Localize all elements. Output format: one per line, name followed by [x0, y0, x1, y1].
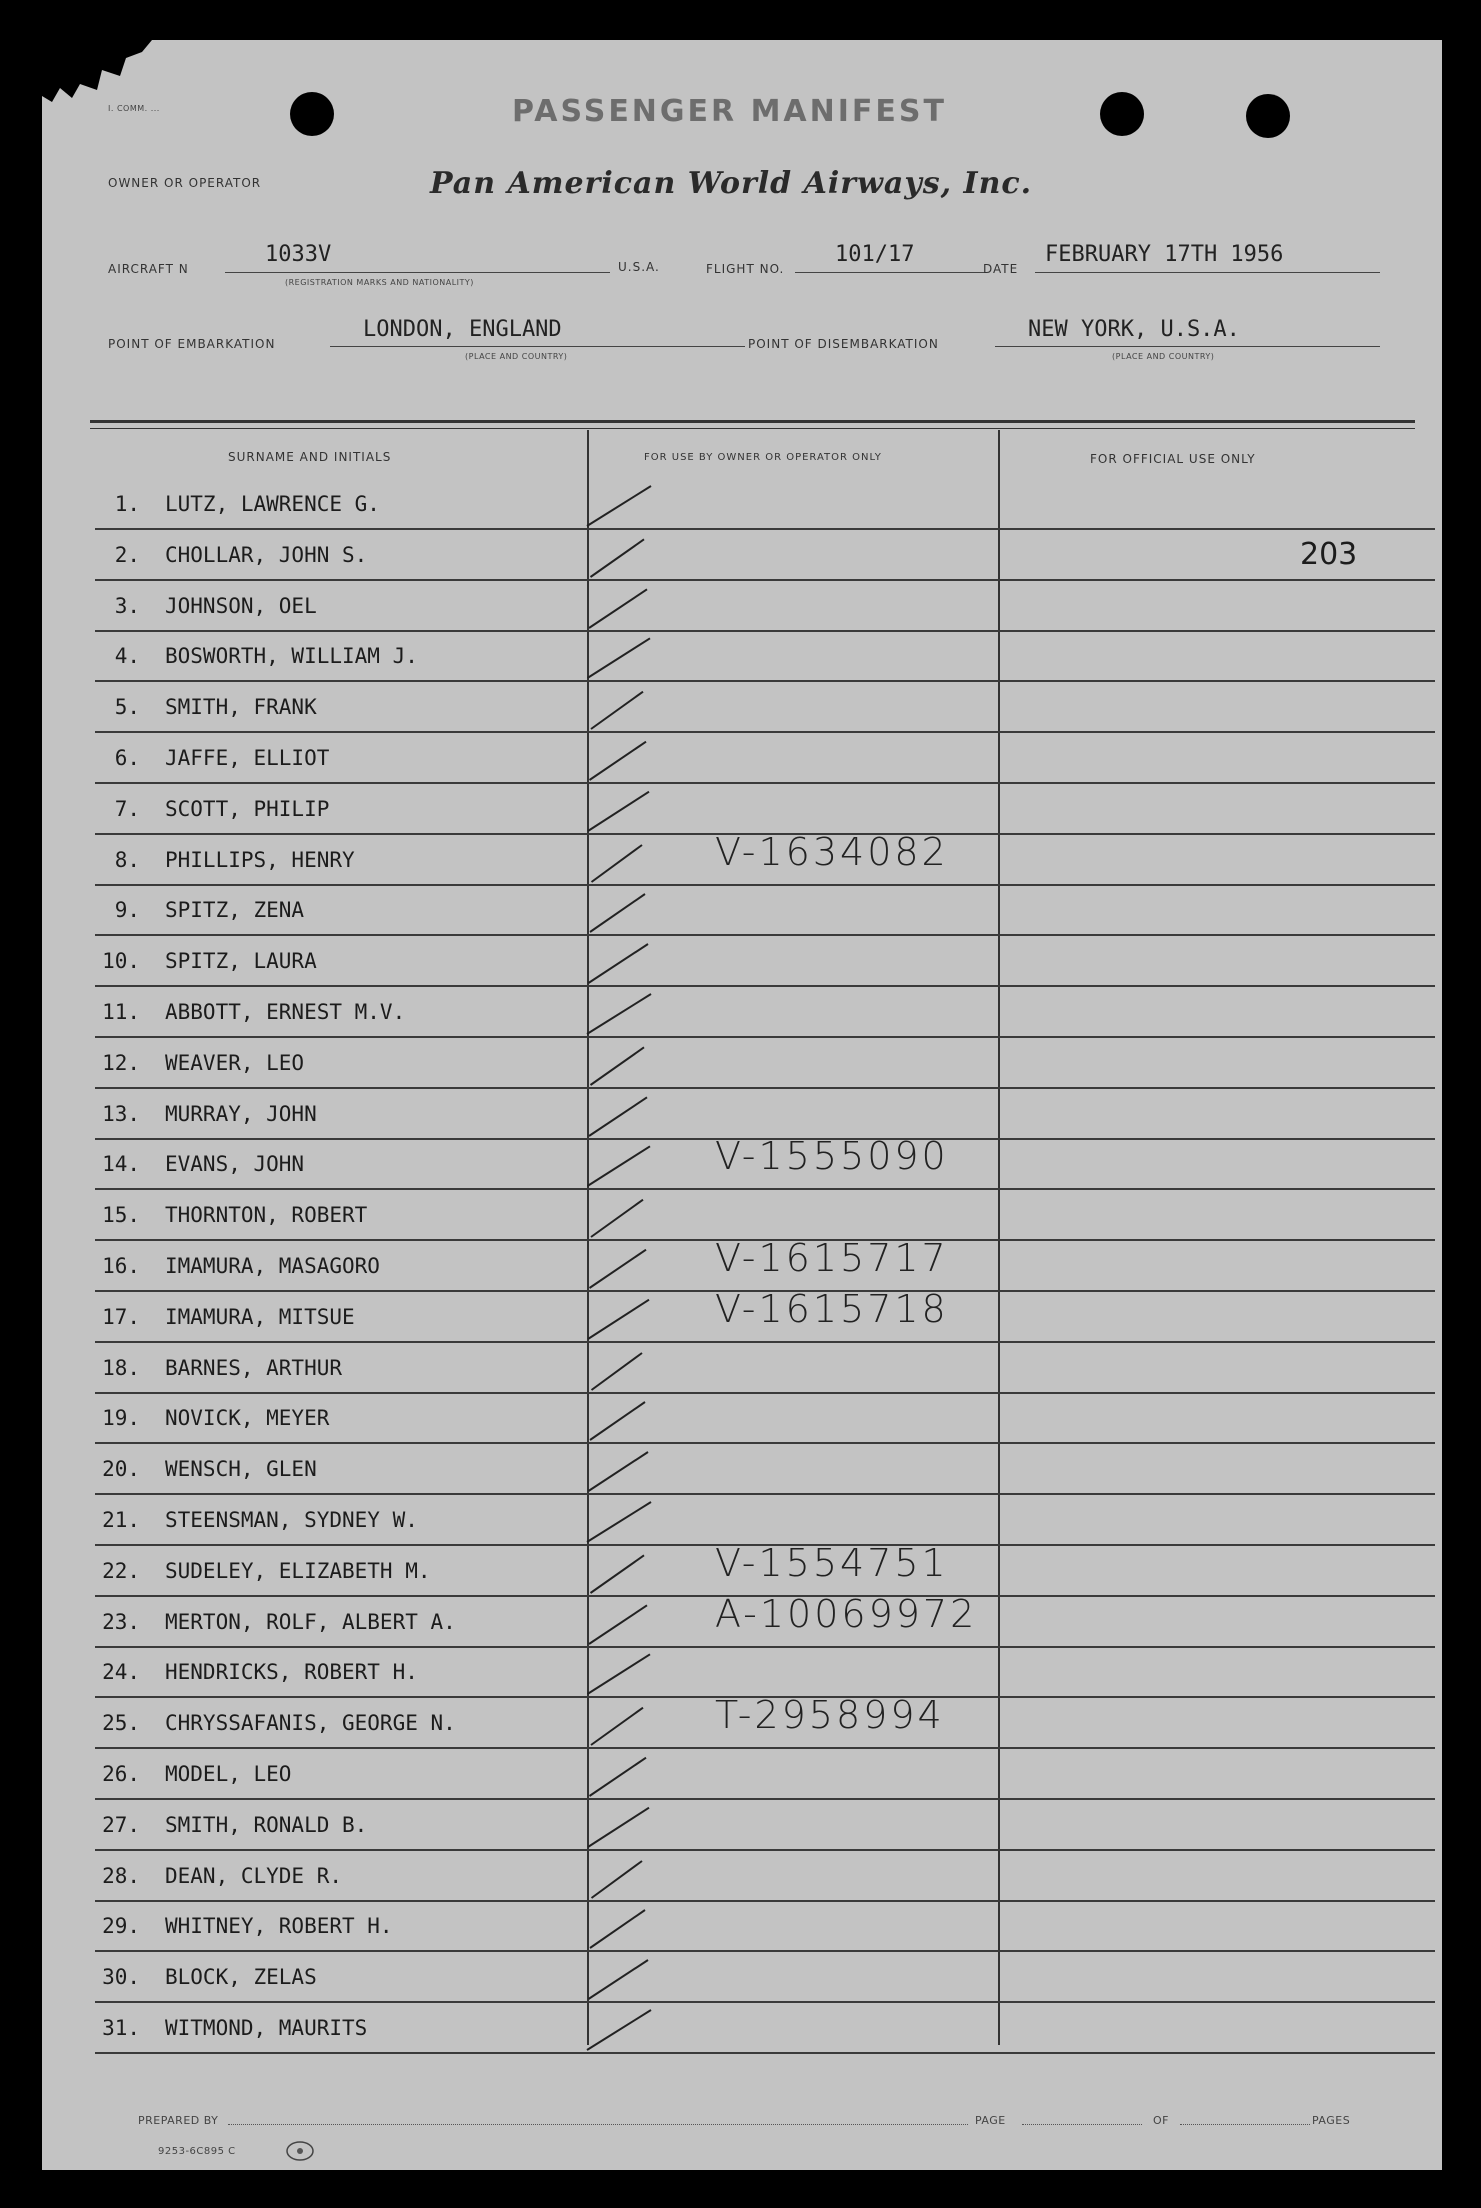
passenger-row — [95, 1648, 1435, 1698]
passenger-name: WENSCH, GLEN — [165, 1457, 317, 1482]
passenger-number: 24. — [102, 1660, 140, 1685]
visa-number: V-1634082 — [715, 829, 949, 874]
row-rule — [95, 1900, 1435, 1902]
usa-label: U.S.A. — [618, 260, 660, 274]
passenger-row — [95, 1090, 1435, 1140]
passenger-name: WITMOND, MAURITS — [165, 2016, 368, 2040]
passenger-name: SPITZ, LAURA — [165, 949, 317, 974]
embark-value: LONDON, ENGLAND — [363, 317, 562, 342]
passenger-row — [95, 1953, 1435, 2003]
passenger-number: 30. — [102, 1965, 140, 1990]
column-header-owner-use: FOR USE BY OWNER OR OPERATOR ONLY — [644, 452, 882, 463]
passenger-number: 12. — [102, 1050, 140, 1075]
passenger-row — [95, 2004, 1435, 2054]
passenger-number: 26. — [102, 1762, 140, 1786]
row-rule — [95, 1392, 1435, 1394]
row-rule — [95, 680, 1435, 682]
row-rule — [95, 1493, 1435, 1495]
passenger-number: 3. — [114, 593, 140, 618]
passenger-number: 31. — [102, 2016, 140, 2040]
visa-number: T-2958994 — [715, 1693, 945, 1738]
check-mark-icon — [585, 1996, 665, 2056]
disembark-value: NEW YORK, U.S.A. — [1028, 317, 1240, 342]
passenger-number: 9. — [114, 898, 140, 923]
punch-hole-left — [290, 92, 334, 136]
prepared-by-label: PREPARED BY — [138, 2114, 219, 2127]
passenger-row — [95, 531, 1435, 581]
passenger-number: 29. — [102, 1914, 140, 1939]
passenger-row — [95, 1801, 1435, 1851]
passenger-name: IMAMURA, MASAGORO — [165, 1254, 380, 1278]
passenger-number: 23. — [102, 1609, 140, 1634]
passenger-number: 18. — [102, 1355, 140, 1380]
passenger-name: JAFFE, ELLIOT — [165, 746, 330, 770]
row-rule — [95, 2001, 1435, 2003]
passenger-row — [95, 1693, 1435, 1749]
passenger-number: 25. — [102, 1711, 140, 1736]
passenger-row — [95, 1191, 1435, 1241]
passenger-row — [95, 1039, 1435, 1089]
passenger-row — [95, 1852, 1435, 1902]
column-header-official-use: FOR OFFICIAL USE ONLY — [1090, 452, 1256, 466]
passenger-row — [95, 886, 1435, 936]
passenger-row — [95, 1591, 1435, 1648]
union-bug-icon — [285, 2140, 315, 2162]
row-rule — [95, 1188, 1435, 1190]
page-title: PASSENGER MANIFEST — [512, 94, 947, 129]
visa-number: V-1615717 — [715, 1236, 949, 1280]
passenger-row — [95, 1496, 1435, 1546]
passenger-name: CHOLLAR, JOHN S. — [165, 542, 368, 567]
row-rule — [95, 731, 1435, 733]
passenger-name: WEAVER, LEO — [165, 1050, 305, 1075]
passenger-name: WHITNEY, ROBERT H. — [165, 1914, 393, 1939]
passenger-row — [95, 1750, 1435, 1800]
flight-label: FLIGHT NO. — [706, 262, 785, 276]
passenger-name: SCOTT, PHILIP — [165, 796, 330, 821]
row-rule — [95, 528, 1435, 530]
passenger-row — [95, 785, 1435, 835]
passenger-name: SMITH, RONALD B. — [165, 1812, 368, 1837]
passenger-number: 22. — [102, 1558, 140, 1583]
passenger-row — [95, 1394, 1435, 1444]
passenger-name: ABBOTT, ERNEST M.V. — [165, 1000, 406, 1024]
passenger-name: NOVICK, MEYER — [165, 1406, 330, 1431]
passenger-number: 14. — [102, 1152, 140, 1177]
row-rule — [95, 1341, 1435, 1343]
visa-number: V-1555090 — [715, 1134, 949, 1179]
passenger-row — [95, 1236, 1435, 1292]
flight-value: 101/17 — [835, 242, 915, 267]
passenger-row — [95, 480, 1435, 530]
punch-hole-right — [1246, 94, 1290, 138]
passenger-number: 16. — [102, 1254, 140, 1278]
passenger-name: BARNES, ARTHUR — [165, 1355, 343, 1380]
embark-label: POINT OF EMBARKATION — [108, 337, 276, 351]
passenger-name: SPITZ, ZENA — [165, 898, 305, 923]
passenger-name: DEAN, CLYDE R. — [165, 1863, 343, 1888]
row-rule — [95, 934, 1435, 936]
official-use-value: 203 — [1300, 536, 1358, 572]
of-label: OF — [1153, 2114, 1169, 2127]
row-rule — [95, 2052, 1435, 2054]
passenger-name: EVANS, JOHN — [165, 1152, 305, 1177]
row-rule — [95, 985, 1435, 987]
form-code: I. COMM. ... — [108, 104, 160, 113]
aircraft-label: AIRCRAFT N — [108, 262, 189, 276]
form-number: 9253-6C895 C — [158, 2146, 236, 2157]
passenger-name: STEENSMAN, SYDNEY W. — [165, 1508, 418, 1532]
embark-sublabel: (PLACE AND COUNTRY) — [465, 352, 568, 361]
passenger-name: CHRYSSAFANIS, GEORGE N. — [165, 1711, 456, 1736]
passenger-name: MODEL, LEO — [165, 1762, 292, 1786]
passenger-name: HENDRICKS, ROBERT H. — [165, 1660, 418, 1685]
passenger-name: SMITH, FRANK — [165, 695, 317, 720]
passenger-number: 13. — [102, 1101, 140, 1126]
passenger-row — [95, 683, 1435, 733]
passenger-number: 7. — [114, 796, 140, 821]
passenger-row — [95, 1344, 1435, 1394]
aircraft-sublabel: (REGISTRATION MARKS AND NATIONALITY) — [285, 278, 474, 287]
owner-label: OWNER OR OPERATOR — [108, 176, 262, 190]
passenger-row — [95, 582, 1435, 632]
passenger-number: 27. — [102, 1812, 140, 1837]
row-rule — [95, 884, 1435, 886]
passenger-number: 1. — [114, 492, 140, 516]
passenger-number: 11. — [102, 1000, 140, 1024]
row-rule — [95, 1442, 1435, 1444]
date-label: DATE — [983, 262, 1019, 276]
column-header-surname: SURNAME AND INITIALS — [228, 450, 392, 464]
passenger-row — [95, 1445, 1435, 1495]
row-rule — [95, 1087, 1435, 1089]
passenger-number: 5. — [114, 695, 140, 720]
passenger-row — [95, 632, 1435, 682]
visa-number: A-10069972 — [715, 1591, 978, 1636]
disembark-label: POINT OF DISEMBARKATION — [748, 337, 939, 351]
passenger-number: 19. — [102, 1406, 140, 1431]
row-rule — [95, 630, 1435, 632]
row-rule — [95, 1849, 1435, 1851]
passenger-row — [95, 734, 1435, 784]
passenger-number: 4. — [114, 644, 140, 669]
passenger-row — [95, 937, 1435, 987]
passenger-name: JOHNSON, OEL — [165, 593, 317, 618]
row-rule — [95, 1036, 1435, 1038]
passenger-name: BOSWORTH, WILLIAM J. — [165, 644, 418, 669]
visa-number: V-1554751 — [715, 1540, 949, 1585]
passenger-name: MERTON, ROLF, ALBERT A. — [165, 1609, 456, 1634]
passenger-name: BLOCK, ZELAS — [165, 1965, 317, 1990]
row-rule — [95, 1646, 1435, 1648]
operator-name: Pan American World Airways, Inc. — [430, 166, 1033, 201]
page-label: PAGE — [975, 2114, 1006, 2127]
passenger-number: 10. — [102, 949, 140, 974]
passenger-row — [95, 1902, 1435, 1952]
punch-hole-center — [1100, 92, 1144, 136]
passenger-row — [95, 1540, 1435, 1597]
aircraft-value: 1033V — [265, 242, 332, 267]
passenger-name: IMAMURA, MITSUE — [165, 1304, 355, 1329]
pages-label: PAGES — [1312, 2114, 1351, 2127]
passenger-name: LUTZ, LAWRENCE G. — [165, 492, 380, 516]
passenger-number: 6. — [114, 746, 140, 770]
passenger-name: PHILLIPS, HENRY — [165, 847, 355, 872]
passenger-number: 2. — [114, 542, 140, 567]
passenger-row — [95, 829, 1435, 886]
passenger-number: 21. — [102, 1508, 140, 1532]
passenger-row — [95, 1134, 1435, 1190]
passenger-row — [95, 988, 1435, 1038]
disembark-sublabel: (PLACE AND COUNTRY) — [1112, 352, 1215, 361]
passenger-name: MURRAY, JOHN — [165, 1101, 317, 1126]
passenger-number: 28. — [102, 1863, 140, 1888]
row-rule — [95, 1798, 1435, 1800]
passenger-number: 17. — [102, 1304, 140, 1329]
row-rule — [95, 579, 1435, 581]
passenger-name: THORNTON, ROBERT — [165, 1203, 368, 1228]
row-rule — [95, 1950, 1435, 1952]
passenger-row — [95, 1286, 1435, 1343]
passenger-number: 8. — [114, 847, 140, 872]
row-rule — [95, 1747, 1435, 1749]
passenger-number: 20. — [102, 1457, 140, 1482]
passenger-number: 15. — [102, 1203, 140, 1228]
row-rule — [95, 782, 1435, 784]
date-value: FEBRUARY 17TH 1956 — [1045, 242, 1284, 267]
visa-number: V-1615718 — [715, 1286, 949, 1331]
passenger-name: SUDELEY, ELIZABETH M. — [165, 1558, 431, 1583]
